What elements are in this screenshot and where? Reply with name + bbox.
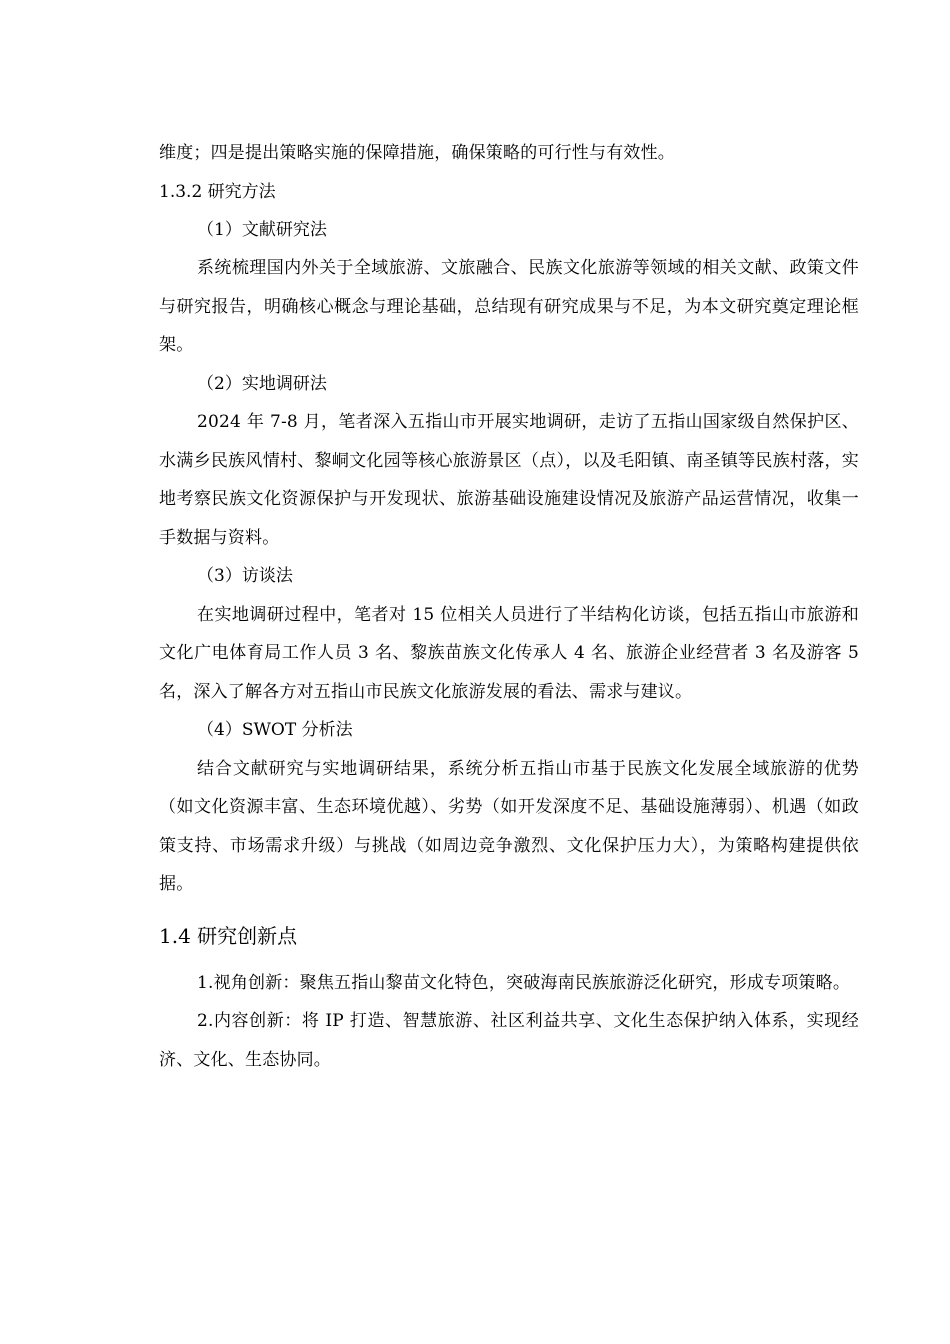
method-2-heading: （2）实地调研法 <box>197 373 327 394</box>
method-1-paragraph: 系统梳理国内外关于全域旅游、文旅融合、民族文化旅游等领域的相关文献、政策文件与研究报告，明确核心概念与理论基础，总结现有研究成果与不足，为本文研究奠定理论框架。 <box>159 258 859 355</box>
section-1-3-2-heading: 1.3.2 研究方法 <box>159 181 276 202</box>
method-1-heading: （1）文献研究法 <box>197 219 327 240</box>
method-2-paragraph: 2024 年 7-8 月，笔者深入五指山市开展实地调研，走访了五指山国家级自然保护区、水满乡民族风情村、黎峒文化园等核心旅游景区（点），以及毛阳镇、南圣镇等民族村落，实地考察民族文化资源保护与开发现状、旅游基础设施建设情况及旅游产品运营情况，收集一手数据与资料。 <box>159 412 859 548</box>
method-4-paragraph: 结合文献研究与实地调研结果，系统分析五指山市基于民族文化发展全域旅游的优势（如文化资源丰富、生态环境优越）、劣势（如开发深度不足、基础设施薄弱）、机遇（如政策支持、市场需求升级）与挑战（如周边竞争激烈、文化保护压力大），为策略构建提供依据。 <box>159 758 859 894</box>
section-1-4-heading: 1.4 研究创新点 <box>159 923 298 948</box>
document-body <box>159 134 859 1079</box>
method-4-heading: （4）SWOT 分析法 <box>197 720 353 740</box>
method-3-heading: （3）访谈法 <box>197 566 293 586</box>
method-3-paragraph: 在实地调研过程中，笔者对 15 位相关人员进行了半结构化访谈，包括五指山市旅游和文化广电体育局工作人员 3 名、黎族苗族文化传承人 4 名、旅游企业经营者 3 名及游客 5 名，深入了解各方对五指山市民族文化旅游发展的看法、需求与建议。 <box>159 604 859 702</box>
innovation-2-paragraph: 2.内容创新：将 IP 打造、智慧旅游、社区利益共享、文化生态保护纳入体系，实现经济、文化、生态协同。 <box>159 1011 859 1070</box>
innovation-1-paragraph: 1.视角创新：聚焦五指山黎苗文化特色，突破海南民族旅游泛化研究，形成专项策略。 <box>197 972 851 993</box>
continuation-paragraph: 维度；四是提出策略实施的保障措施，确保策略的可行性与有效性。 <box>159 143 675 163</box>
